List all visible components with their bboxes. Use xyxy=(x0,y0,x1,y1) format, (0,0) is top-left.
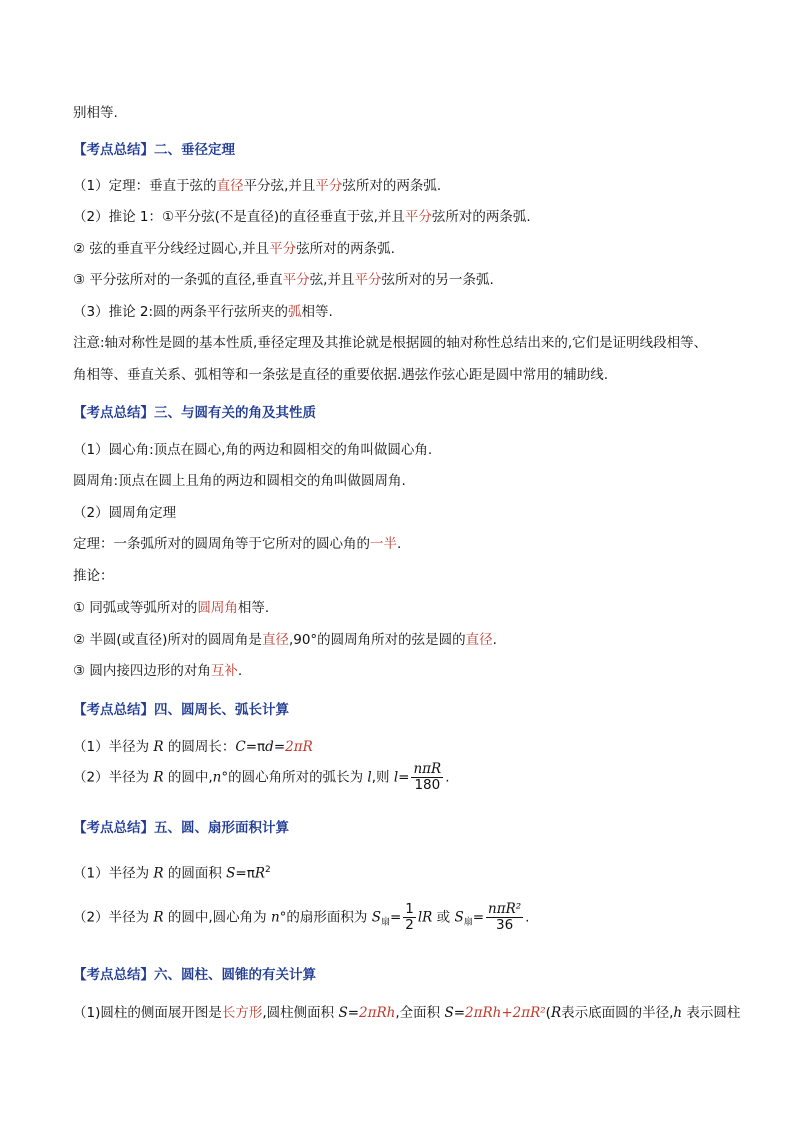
fraction: $\frac{1}{2}$ xyxy=(405,901,414,933)
formula-line: （1）半径为 R 的圆周长：C=πd=2πR xyxy=(73,739,313,755)
text-line: 推论： xyxy=(73,568,114,584)
text-line: （2）推论 1：①平分弦(不是直径)的直径垂直于弦,并且平分弦所对的两条弧. xyxy=(73,209,531,225)
formula-line: （1）半径为 R 的圆面积 $S=\pi R^2$ xyxy=(73,865,271,882)
text-line: ③ 平分弦所对的一条弧的直径,垂直平分弦,并且平分弦所对的另一条弧. xyxy=(73,272,494,288)
formula-line: （2）半径为 R 的圆中,n°的圆心角所对的弧长为 l,则 l= $\frac{\text{nπR}}{180}$ . xyxy=(73,761,450,793)
text-line: ② 半圆(或直径)所对的圆周角是直径,90°的圆周角所对的弦是圆的直径. xyxy=(73,632,497,648)
section-heading: 【考点总结】五、圆、扇形面积计算 xyxy=(73,820,289,836)
text-line: 别相等. xyxy=(73,105,118,121)
text-line: （1）定理：垂直于弦的直径平分弦,并且平分弦所对的两条弧. xyxy=(73,178,442,194)
fraction: $\frac{\text{nπR}}{180}$ xyxy=(413,761,442,793)
section-heading: 【考点总结】六、圆柱、圆锥的有关计算 xyxy=(73,967,316,983)
text-line: 角相等、垂直关系、弧相等和一条弦是直径的重要依据.遇弦作弦心距是圆中常用的辅助线. xyxy=(73,367,609,383)
section-heading: 【考点总结】三、与圆有关的角及其性质 xyxy=(73,405,316,421)
text-line: （1）圆心角:顶点在圆心,角的两边和圆相交的角叫做圆心角. xyxy=(73,442,433,458)
text-line: 圆周角:顶点在圆上且角的两边和圆相交的角叫做圆周角. xyxy=(73,473,406,489)
section-heading: 【考点总结】四、圆周长、弧长计算 xyxy=(73,702,289,718)
text-line: （3）推论 2:圆的两条平行弦所夹的弧相等. xyxy=(73,304,333,320)
text-line: ② 弦的垂直平分线经过圆心,并且平分弦所对的两条弧. xyxy=(73,241,395,257)
text-line: ① 同弧或等弧所对的圆周角相等. xyxy=(73,600,270,616)
text-line: （2）圆周角定理 xyxy=(73,505,177,521)
fraction: $\frac{\text{nπR²}}{36}$ xyxy=(488,901,522,933)
formula-line: （2）半径为 R 的圆中,圆心角为 n°的扇形面积为 $S_扇=$ $\frac{1}{2}$ lR 或 $S_扇=$ $\frac{\text{nπR²}}{36}$ . xyxy=(73,901,530,933)
formula-line: （1)圆柱的侧面展开图是长方形,圆柱侧面积 S=2πRh,全面积 S=2πRh+2πR²(R表示底面圆的半径,h 表示圆柱 xyxy=(73,1005,741,1021)
text-line: ③ 圆内接四边形的对角互补. xyxy=(73,663,243,679)
section-heading: 【考点总结】二、垂径定理 xyxy=(73,142,235,158)
text-line: 定理：一条弧所对的圆周角等于它所对的圆心角的一半. xyxy=(73,536,402,552)
text-line: 注意:轴对称性是圆的基本性质,垂径定理及其推论就是根据圆的轴对称性总结出来的,它们是证明线段相等、 xyxy=(73,335,708,351)
